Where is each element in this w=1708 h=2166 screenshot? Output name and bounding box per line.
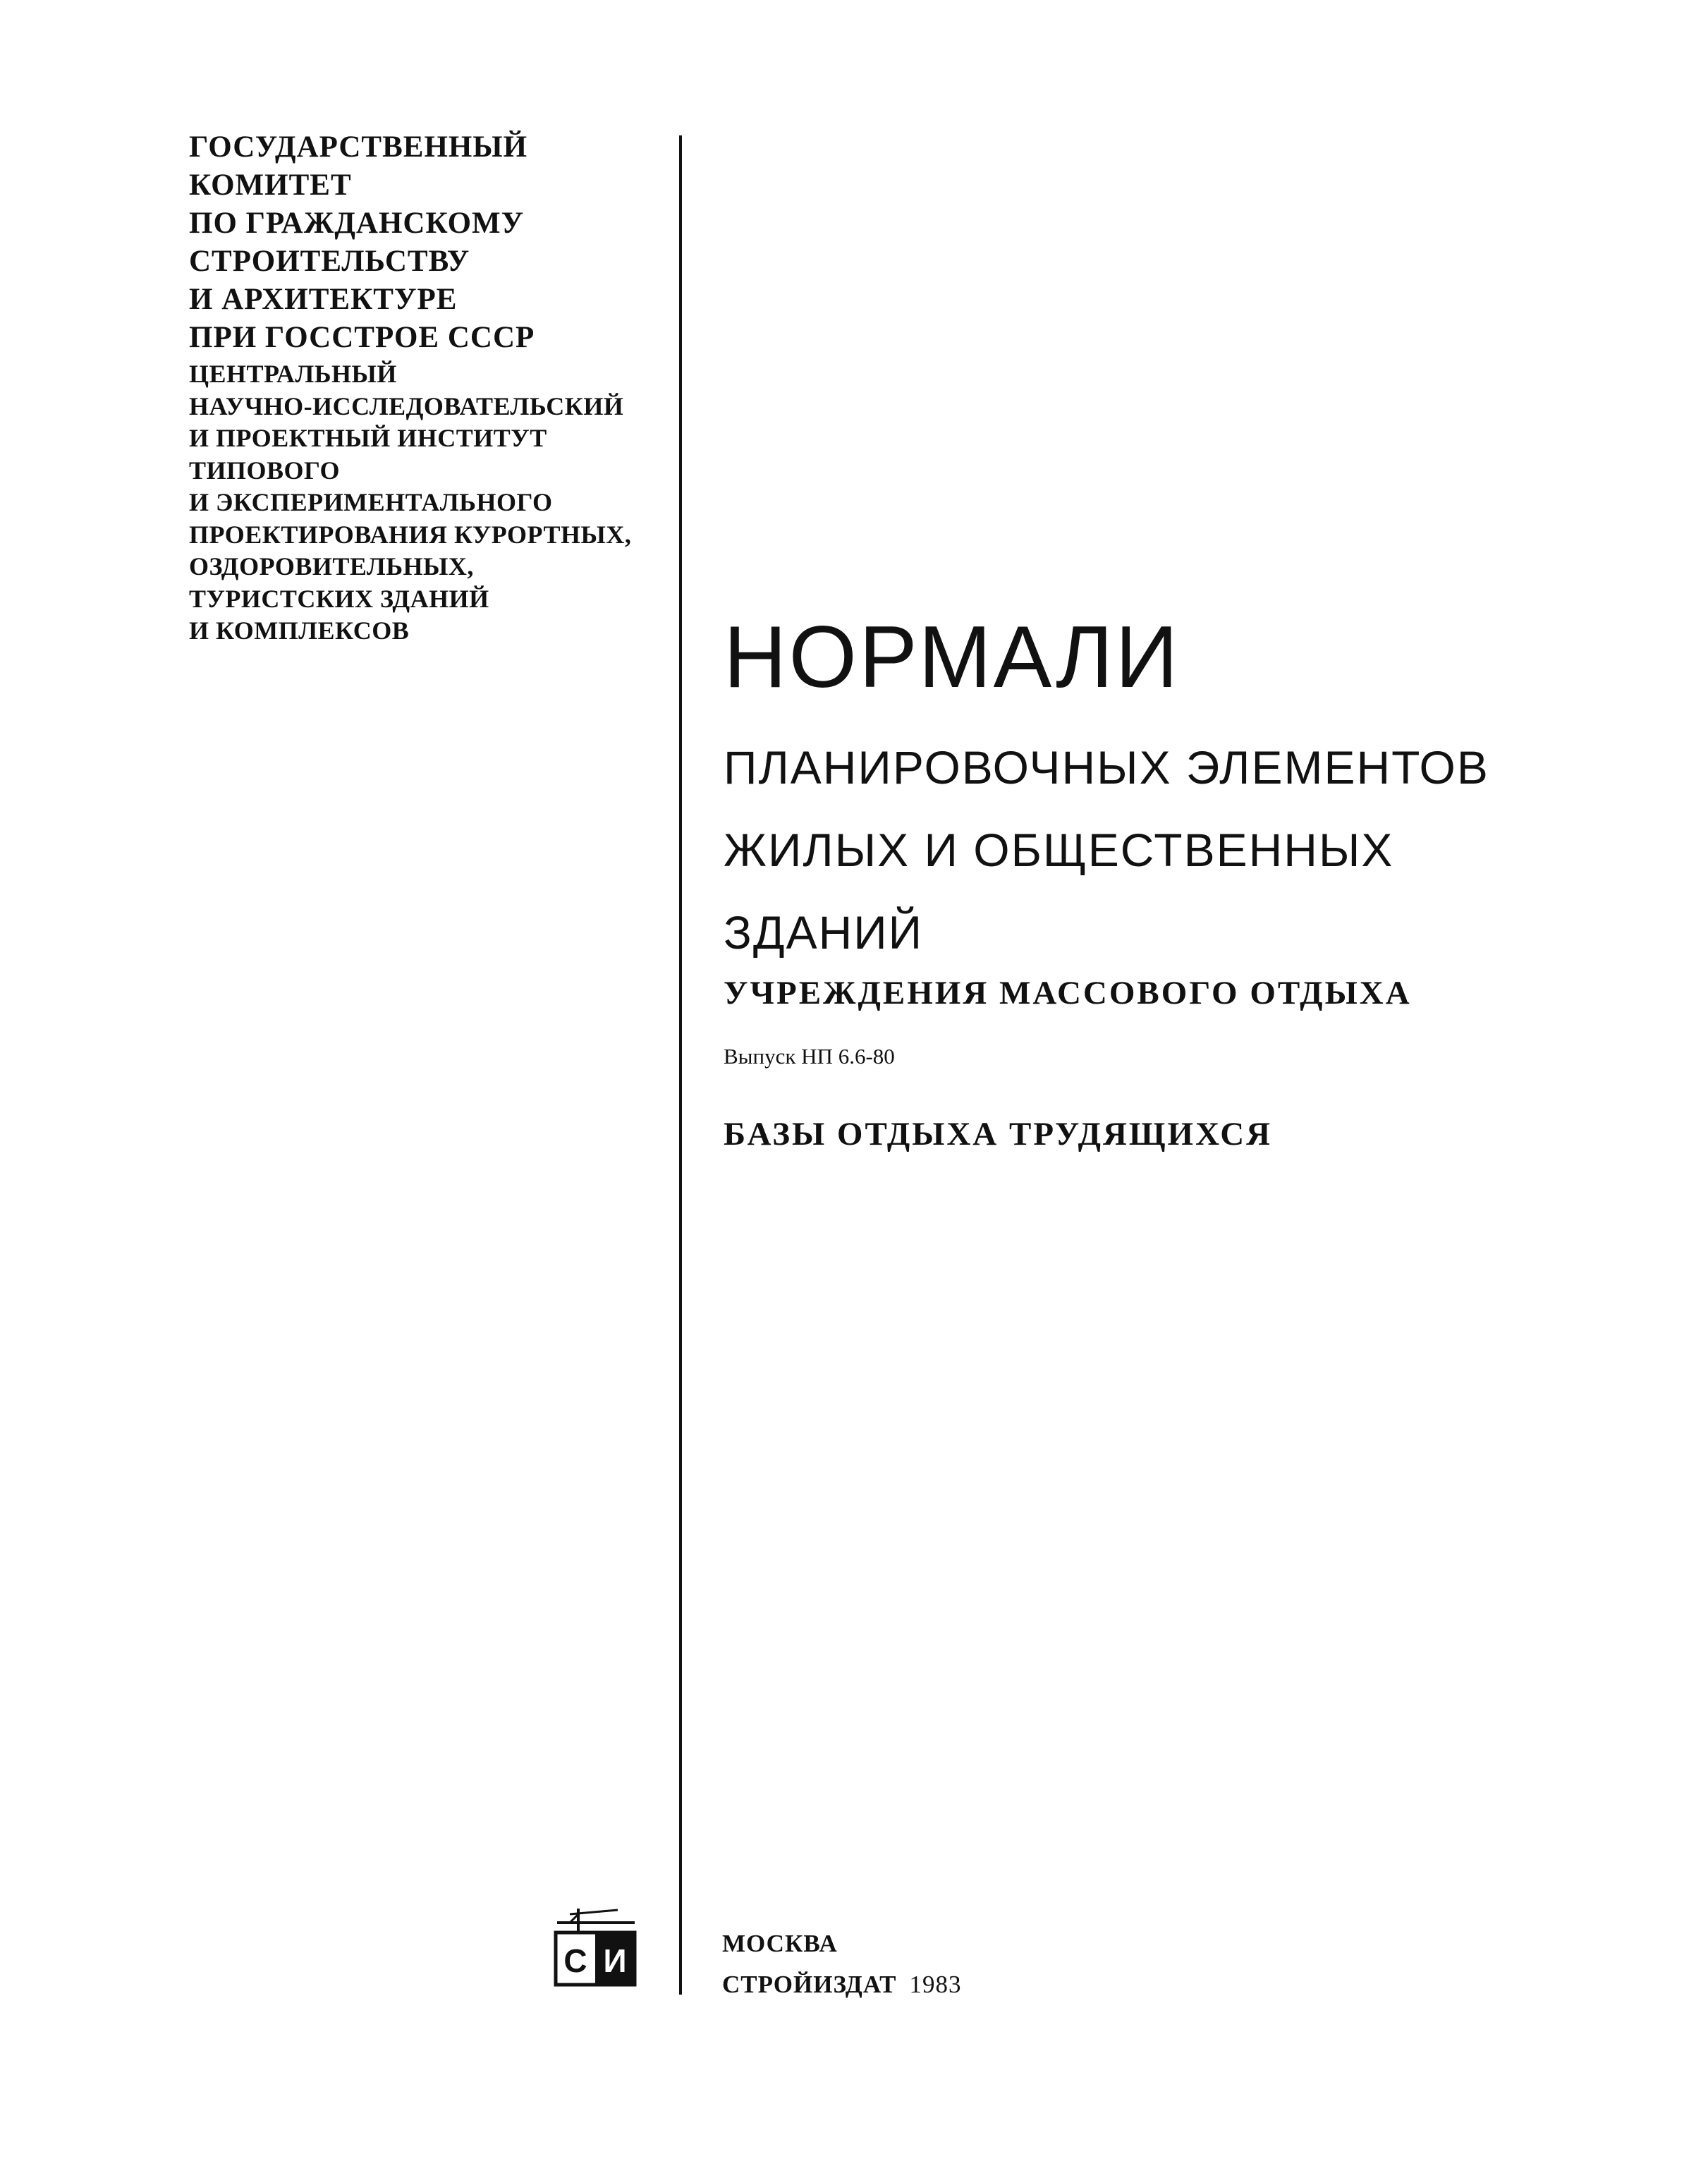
institute-line: ТИПОВОГО xyxy=(189,456,341,485)
subtitle-line: ЗДАНИЙ xyxy=(724,906,924,959)
svg-text:С: С xyxy=(563,1942,587,1979)
institute-line: И ЭКСПЕРИМЕНТАЛЬНОГО xyxy=(189,488,553,516)
imprint-publisher-line xyxy=(722,1964,961,2005)
institute-line: ТУРИСТСКИХ ЗДАНИЙ xyxy=(189,584,489,613)
org-line: СТРОИТЕЛЬСТВУ xyxy=(189,245,470,278)
vertical-divider xyxy=(679,135,682,1995)
category-heading: УЧРЕЖДЕНИЯ МАССОВОГО ОТДЫХА xyxy=(724,975,1412,1011)
institute-line: И ПРОЕКТНЫЙ ИНСТИТУТ xyxy=(189,424,547,452)
organization-primary xyxy=(189,128,683,357)
imprint xyxy=(722,1923,961,2005)
stroyizdat-logo-graphic xyxy=(550,1904,639,1988)
subtitle xyxy=(724,726,1489,974)
org-line: ГОСУДАРСТВЕННЫЙ xyxy=(189,130,528,164)
stroyizdat-logo-icon xyxy=(550,1904,639,1988)
institute-line: И КОМПЛЕКСОВ xyxy=(189,616,410,645)
svg-text:И: И xyxy=(603,1942,627,1979)
org-line: КОМИТЕТ xyxy=(189,169,352,202)
organization-block xyxy=(189,128,683,647)
org-line: ПО ГРАЖДАНСКОМУ xyxy=(189,207,525,240)
main-title: НОРМАЛИ xyxy=(724,609,1181,706)
institute-line: ЦЕНТРАЛЬНЫЙ xyxy=(189,360,397,388)
institute-line: ОЗДОРОВИТЕЛЬНЫХ, xyxy=(189,552,474,580)
subtitle-line: ЖИЛЫХ И ОБЩЕСТВЕННЫХ xyxy=(724,824,1394,876)
imprint-year: 1983 xyxy=(909,1971,962,1998)
series-heading: БАЗЫ ОТДЫХА ТРУДЯЩИХСЯ xyxy=(724,1116,1273,1152)
imprint-city: МОСКВА xyxy=(722,1930,838,1957)
issue-number: Выпуск НП 6.6-80 xyxy=(724,1044,895,1069)
subtitle-line: ПЛАНИРОВОЧНЫХ ЭЛЕМЕНТОВ xyxy=(724,741,1489,793)
organization-secondary xyxy=(189,358,683,647)
org-line: И АРХИТЕКТУРЕ xyxy=(189,283,458,316)
institute-line: ПРОЕКТИРОВАНИЯ КУРОРТНЫХ, xyxy=(189,520,632,549)
institute-line: НАУЧНО-ИССЛЕДОВАТЕЛЬСКИЙ xyxy=(189,391,624,420)
org-line: ПРИ ГОССТРОЕ СССР xyxy=(189,321,535,354)
imprint-publisher: СТРОЙИЗДАТ xyxy=(722,1971,897,1998)
